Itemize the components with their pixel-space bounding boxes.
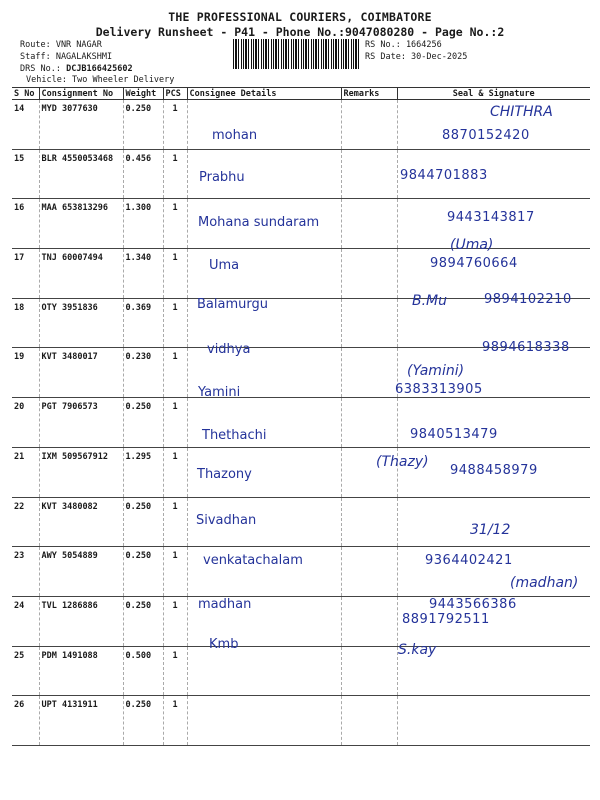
consignment-cell: PDM 1491088 [39,646,123,696]
remarks-cell [341,596,397,646]
remarks-cell [341,100,397,150]
signature-handwritten: (Uma) [450,237,494,253]
phone-handwritten: 9894102210 [484,292,572,307]
table-header-row [12,88,590,100]
consignment-cell: KVT 3480082 [39,497,123,547]
phone-handwritten: 9844701883 [400,168,488,183]
consignee-name-handwritten: Kmb [209,637,239,652]
weight-cell: 0.250 [123,696,163,746]
sno-cell: 20 [12,398,39,448]
signature-handwritten: S.kay [398,642,437,658]
phone-handwritten: 9840513479 [410,427,498,442]
pcs-cell: 1 [163,348,187,398]
table-row [12,149,590,199]
consignee-cell [187,100,341,150]
consignee-cell [187,646,341,696]
pcs-cell: 1 [163,398,187,448]
consignee-name-handwritten: Sivadhan [196,513,257,528]
consignee-name-handwritten: vidhya [207,342,251,357]
phone-handwritten: 9364402421 [425,553,513,568]
remarks-cell [341,249,397,299]
runsheet-table [12,87,590,746]
table-row [12,696,590,746]
consignment-cell: TVL 1286886 [39,596,123,646]
consignment-cell: MYD 3077630 [39,100,123,150]
consignment-cell: KVT 3480017 [39,348,123,398]
barcode [233,39,360,69]
weight-cell: 0.250 [123,100,163,150]
col-header-sno: S No [12,88,39,100]
phone-handwritten: 9894618338 [482,340,570,355]
consignment-cell: OTY 3951836 [39,298,123,348]
drs-label: DRS No.: [20,64,61,74]
sno-cell: 24 [12,596,39,646]
signature-handwritten: 31/12 [470,522,511,538]
sno-cell: 21 [12,447,39,497]
consignee-name-handwritten: Uma [209,258,240,273]
pcs-cell: 1 [163,547,187,597]
pcs-cell: 1 [163,646,187,696]
weight-cell: 1.295 [123,447,163,497]
phone-handwritten: 9443143817 [447,210,535,225]
remarks-cell [341,298,397,348]
remarks-cell [341,696,397,746]
remarks-cell [341,398,397,448]
phone-handwritten: 9894760664 [430,256,518,271]
sno-cell: 16 [12,199,39,249]
consignee-name-handwritten: madhan [198,597,252,612]
sno-cell: 22 [12,497,39,547]
sno-cell: 14 [12,100,39,150]
remarks-cell [341,348,397,398]
table-row [12,348,590,398]
remarks-cell [341,547,397,597]
weight-cell: 0.369 [123,298,163,348]
consignee-name-handwritten: Prabhu [199,170,245,185]
col-header-signature: Seal & Signature [397,88,590,100]
pcs-cell: 1 [163,249,187,299]
sno-cell: 19 [12,348,39,398]
drs-value: DCJB166425602 [66,64,133,74]
sno-cell: 17 [12,249,39,299]
pcs-cell: 1 [163,497,187,547]
remarks-cell [341,199,397,249]
weight-cell: 0.500 [123,646,163,696]
phone-handwritten: 6383313905 [395,382,483,397]
consignee-name-handwritten: Yamini [198,385,241,400]
consignment-cell: IXM 509567912 [39,447,123,497]
weight-cell: 1.300 [123,199,163,249]
weight-cell: 0.456 [123,149,163,199]
col-header-pcs: PCS [163,88,187,100]
signature-handwritten: (Yamini) [407,363,465,379]
col-header-consignment: Consignment No [39,88,123,100]
consignee-name-handwritten: Thazony [197,467,252,482]
consignment-cell: BLR 4550053468 [39,149,123,199]
rs-date: RS Date: 30-Dec-2025 [365,52,468,62]
consignment-cell: PGT 7906573 [39,398,123,448]
remarks-cell [341,497,397,547]
weight-cell: 0.250 [123,596,163,646]
phone-handwritten: 8870152420 [442,128,530,143]
rs-number: RS No.: 1664256 [365,40,442,50]
col-header-weight: Weight [123,88,163,100]
signature-handwritten: (madhan) [510,575,579,591]
drs-number [20,64,133,74]
weight-cell: 0.230 [123,348,163,398]
sno-cell: 23 [12,547,39,597]
runsheet-subtitle: Delivery Runsheet - P41 - Phone No.:9047080280 - Page No.:2 [95,25,505,39]
sno-cell: 26 [12,696,39,746]
consignee-name-handwritten: Balamurgu [197,297,268,312]
pcs-cell: 1 [163,298,187,348]
pcs-cell: 1 [163,199,187,249]
remarks-cell [341,646,397,696]
consignee-name-handwritten: Thethachi [202,428,267,443]
remarks-cell [341,149,397,199]
consignment-cell: TNJ 60007494 [39,249,123,299]
sno-cell: 18 [12,298,39,348]
consignee-name-handwritten: Mohana sundaram [198,215,320,230]
weight-cell: 0.250 [123,547,163,597]
consignment-cell: UPT 4131911 [39,696,123,746]
phone-handwritten: 9488458979 [450,463,538,478]
pcs-cell: 1 [163,447,187,497]
sno-cell: 15 [12,149,39,199]
route-label: Route: VNR NAGAR [20,40,102,50]
signature-cell [397,696,590,746]
phone-handwritten: 8891792511 [402,612,490,627]
weight-cell: 0.250 [123,497,163,547]
consignment-cell: MAA 653813296 [39,199,123,249]
weight-cell: 1.340 [123,249,163,299]
col-header-consignee: Consignee Details [187,88,341,100]
pcs-cell: 1 [163,596,187,646]
col-header-remarks: Remarks [341,88,397,100]
pcs-cell: 1 [163,149,187,199]
pcs-cell: 1 [163,100,187,150]
sno-cell: 25 [12,646,39,696]
staff-label: Staff: NAGALAKSHMI [20,52,113,62]
phone-handwritten: 9443566386 [429,597,517,612]
consignment-cell: AWY 5054889 [39,547,123,597]
table-row [12,646,590,696]
pcs-cell: 1 [163,696,187,746]
consignee-name-handwritten: venkatachalam [203,553,303,568]
consignee-cell [187,696,341,746]
company-title: THE PROFESSIONAL COURIERS, COIMBATORE [168,10,432,24]
weight-cell: 0.250 [123,398,163,448]
signature-handwritten: CHITHRA [490,104,553,120]
signature-handwritten: (Thazy) [376,454,429,470]
table-row [12,398,590,448]
signature-handwritten: B.Mu [412,293,448,309]
consignee-name-handwritten: mohan [212,128,258,143]
vehicle-label: Vehicle: Two Wheeler Delivery [26,75,175,85]
consignee-cell [187,249,341,299]
